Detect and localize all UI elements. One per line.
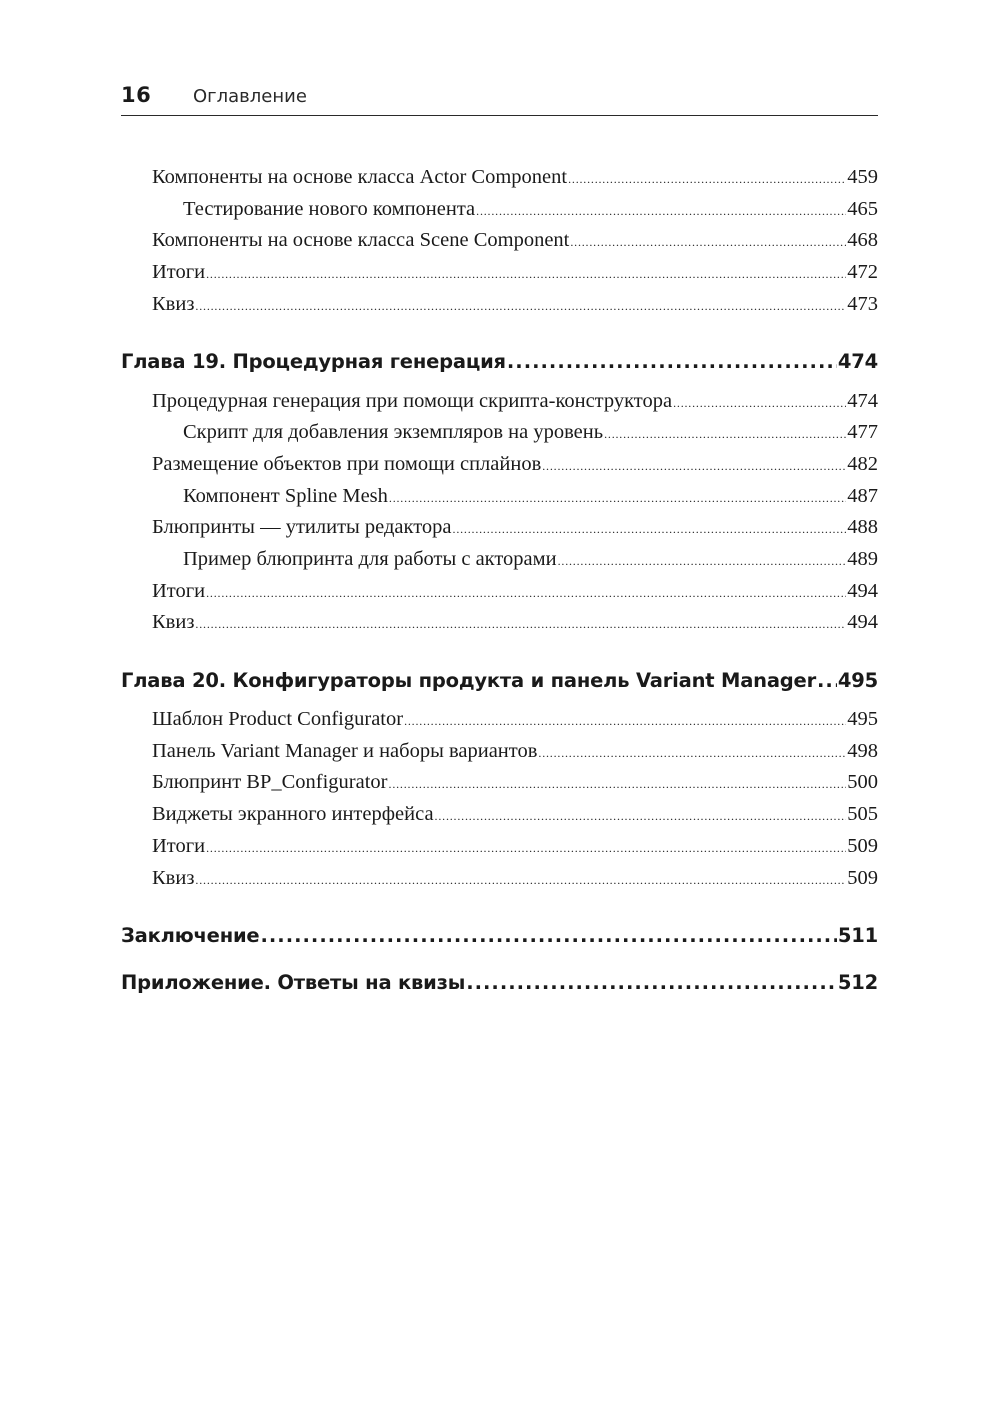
dot-leader — [195, 293, 846, 316]
toc-entry-page: 472 — [847, 261, 878, 283]
dot-leader — [673, 390, 846, 413]
toc-chapter-title: Глава 20. Конфигураторы продукта и панель Variant Manager — [121, 669, 816, 692]
toc-entry-summary-18 — [152, 261, 878, 284]
toc-entry-summary-19 — [152, 580, 878, 603]
toc-entry-hud-widgets — [152, 803, 878, 826]
toc-entry-title: Квиз — [152, 867, 195, 889]
dot-leader — [206, 261, 846, 284]
toc-entry-product-configurator — [152, 708, 878, 731]
toc-entry-page: 494 — [847, 611, 878, 633]
toc-appendix — [121, 971, 878, 994]
toc-chapter-20 — [121, 669, 878, 692]
toc-entry-quiz-20 — [152, 867, 878, 890]
toc-conclusion — [121, 924, 878, 947]
dot-leader — [507, 350, 837, 373]
dot-leader — [538, 740, 846, 763]
toc-entry-page: 500 — [847, 771, 878, 793]
dot-leader — [195, 611, 846, 634]
toc-entry-title: Квиз — [152, 611, 195, 633]
toc-entry-title: Виджеты экранного интерфейса — [152, 803, 434, 825]
toc-entry-title: Квиз — [152, 293, 195, 315]
toc-entry-spline-mesh — [183, 485, 878, 508]
toc-entry-page: 477 — [847, 421, 878, 443]
toc-entry-title: Панель Variant Manager и наборы вариантов — [152, 740, 538, 762]
toc-entry-editor-utilities — [152, 516, 878, 539]
dot-leader — [206, 580, 846, 603]
toc-entry-page: 474 — [847, 390, 878, 412]
toc-entry-quiz-19 — [152, 611, 878, 634]
dot-leader — [604, 421, 846, 444]
toc-entry-summary-20 — [152, 835, 878, 858]
toc-chapter-page: 495 — [837, 669, 878, 692]
dot-leader — [817, 669, 837, 692]
toc-chapter-page: 511 — [837, 924, 878, 947]
toc-entry-title: Размещение объектов при помощи сплайнов — [152, 453, 542, 475]
toc-entry-title: Итоги — [152, 261, 206, 283]
toc-entry-page: 488 — [847, 516, 878, 538]
toc-entry-title: Блюпринт BP_Configurator — [152, 771, 388, 793]
dot-leader — [435, 803, 847, 826]
toc-entry-page: 465 — [847, 198, 878, 220]
dot-leader — [453, 516, 847, 539]
toc-entry-page: 505 — [847, 803, 878, 825]
toc-entry-page: 509 — [847, 867, 878, 889]
toc-entry-title: Скрипт для добавления экземпляров на уровень — [183, 421, 604, 443]
running-title: Оглавление — [193, 86, 307, 107]
toc-entry-title: Тестирование нового компонента — [183, 198, 476, 220]
page-number: 16 — [121, 83, 152, 107]
toc-entry-page: 495 — [847, 708, 878, 730]
toc-entry-scene-component — [152, 229, 878, 252]
dot-leader — [389, 771, 847, 794]
toc-entry-page: 459 — [847, 166, 878, 188]
toc-entry-title: Итоги — [152, 580, 206, 602]
toc-chapter-title: Глава 19. Процедурная генерация — [121, 350, 506, 373]
dot-leader — [542, 453, 846, 476]
toc-entry-testing-component — [183, 198, 878, 221]
toc-entry-quiz-18 — [152, 293, 878, 316]
toc-entry-title: Пример блюпринта для работы с акторами — [183, 548, 557, 570]
toc-chapter-page: 512 — [837, 971, 878, 994]
toc-chapter-page: 474 — [837, 350, 878, 373]
dot-leader — [206, 835, 846, 858]
toc-entry-page: 498 — [847, 740, 878, 762]
toc-entry-page: 487 — [847, 485, 878, 507]
toc-chapter-19 — [121, 350, 878, 373]
toc-entry-page: 482 — [847, 453, 878, 475]
toc-entry-page: 473 — [847, 293, 878, 315]
toc-entry-variant-manager — [152, 740, 878, 763]
toc-entry-instances-script — [183, 421, 878, 444]
dot-leader — [260, 924, 836, 947]
toc-entry-actor-blueprint-example — [183, 548, 878, 571]
toc-entry-page: 468 — [847, 229, 878, 251]
toc-entry-bp-configurator — [152, 771, 878, 794]
toc-entry-page: 509 — [847, 835, 878, 857]
toc-entry-title: Блюпринты — утилиты редактора — [152, 516, 452, 538]
running-header — [121, 83, 878, 116]
toc-entry-construction-script — [152, 390, 878, 413]
dot-leader — [389, 485, 846, 508]
toc-entry-title: Процедурная генерация при помощи скрипта-конструктора — [152, 390, 673, 412]
dot-leader — [568, 166, 846, 189]
dot-leader — [558, 548, 847, 571]
dot-leader — [570, 229, 846, 252]
dot-leader — [404, 708, 846, 731]
toc-entry-page: 489 — [847, 548, 878, 570]
toc-entry-title: Шаблон Product Configurator — [152, 708, 404, 730]
toc-chapter-title: Приложение. Ответы на квизы — [121, 971, 466, 994]
toc-entry-actor-component — [152, 166, 878, 189]
toc-entry-splines — [152, 453, 878, 476]
dot-leader — [466, 971, 837, 994]
toc-entry-title: Итоги — [152, 835, 206, 857]
toc-entry-page: 494 — [847, 580, 878, 602]
dot-leader — [476, 198, 846, 221]
dot-leader — [195, 867, 846, 890]
toc-entry-title: Компоненты на основе класса Actor Component — [152, 166, 568, 188]
toc-entry-title: Компоненты на основе класса Scene Component — [152, 229, 570, 251]
toc-entry-title: Компонент Spline Mesh — [183, 485, 388, 507]
toc-chapter-title: Заключение — [121, 924, 260, 947]
